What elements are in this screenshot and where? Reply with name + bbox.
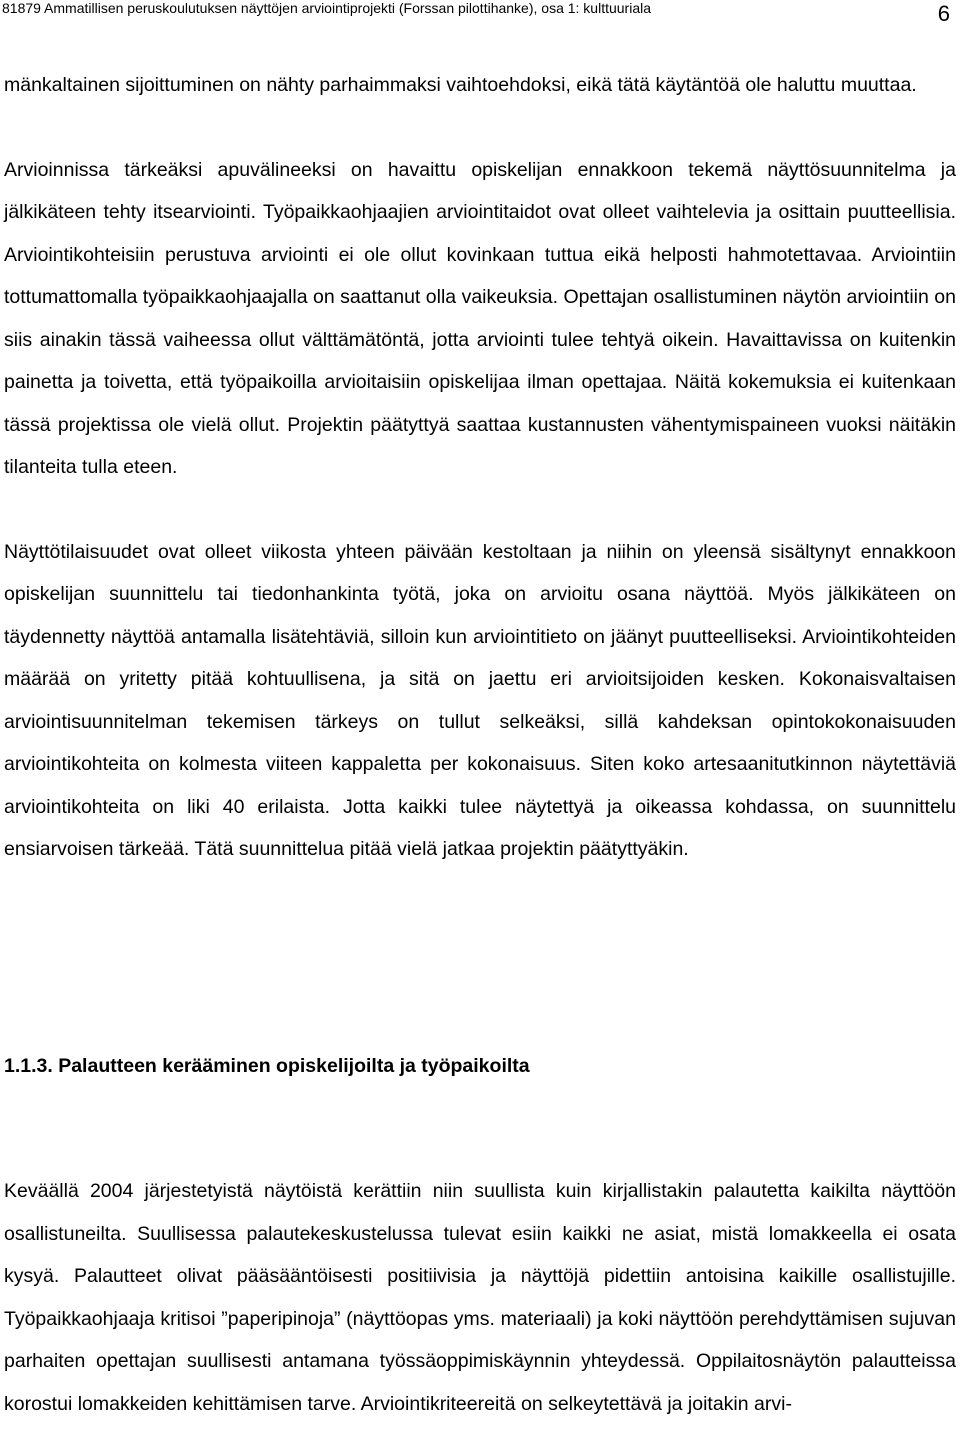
paragraph-2: Arvioinnissa tärkeäksi apuvälineeksi on havaittu opiskelijan ennakkoon tekemä näyttösuunnitelma ja jälkikäteen tehty itsearviointi. Työpaikkaohjaajien arviointitaidot ovat olleet vaihtelevia ja osittain puutteellisia. Arviointikohteisiin perustuva arviointi ei ole ollut kovinkaan tuttua eikä helposti hahmotettavaa. Arviointiin tottumattomalla työpaikkaohjaajalla on saattanut olla vaikeuksia. Opettajan osallistuminen näytön arviointiin on siis ainakin tässä vaiheessa ollut välttämätöntä, jotta arviointi tulee tehtyä oikein. Havaittavissa on kuitenkin painetta ja toivetta, että työpaikoilla arvioitaisiin opiskelijaa ilman opettajaa. Näitä kokemuksia ei kuitenkaan tässä projektissa ole vielä ollut. Projektin päätyttyä saattaa kustannusten vähentymispaineen vuoksi näitäkin tilanteita tulla eteen. bbox=[4, 158, 956, 478]
paragraph-3: Näyttötilaisuudet ovat olleet viikosta yhteen päivään kestoltaan ja niihin on yleensä sisältynyt ennakkoon opiskelijan suunnittelu tai tiedonhankinta työtä, joka on arvioitu osana näyttöä. Myös jälkikäteen on täydennetty näyttöä antamalla lisätehtäviä, silloin kun arviointitieto on jäänyt puutteelliseksi. Arviointikohteiden määrää on yritetty pitää kohtuullisena, ja sitä on jaettu eri arvioitsijoiden kesken. Kokonaisvaltaisen arviointisuunnitelman tekemisen tärkeys on tullut selkeäksi, sillä kahdeksan opintokokonaisuuden arviointikohteita on kolmesta viiteen kappaletta per kokonaisuus. Siten koko artesaanitutkinnon näytettäviä arviointikohteita on liki 40 erilaista. Jotta kaikki tulee näytettyä ja oikeassa kohdassa, on suunnittelu ensiarvoisen tärkeää. Tätä suunnittelua pitää vielä jatkaa projektin päätyttyäkin. bbox=[4, 540, 956, 860]
section bbox=[4, 1045, 956, 1087]
section-heading: 1.1.3. Palautteen kerääminen opiskelijoilta ja työpaikoilta bbox=[4, 1055, 530, 1077]
page-number: 6 bbox=[937, 1, 950, 26]
document-title: 81879 Ammatillisen peruskoulutuksen näyttöjen arviointiprojekti (Forssan pilottihanke), osa 1: kulttuuriala bbox=[2, 0, 652, 16]
page-header bbox=[2, 0, 958, 30]
paragraph-1: mänkaltainen sijoittuminen on nähty parhaimmaksi vaihtoehdoksi, eikä tätä käytäntöä ole haluttu muuttaa. bbox=[4, 74, 917, 96]
section-body bbox=[4, 1170, 956, 1425]
body-text bbox=[4, 64, 956, 871]
paragraph-4: Keväällä 2004 järjestetyistä näytöistä kerättiin niin suullista kuin kirjallistakin palautetta kaikilta näyttöön osallistuneilta. Suullisessa palautekeskustelussa tulevat esiin kaikki ne asiat, mistä lomakkeella ei osata kysyä. Palautteet olivat pääsääntöisesti positiivisia ja näyttöjä pidettiin antoisina kaikille osallistujille. Työpaikkaohjaaja kritisoi ”paperipinoja” (näyttöopas yms. materiaali) ja koki näyttöön perehdyttämisen sujuvan parhaiten opettajan suullisesti antamana työssäoppimiskäynnin yhteydessä. Oppilaitosnäytön palautteissa korostui lomakkeiden kehittämisen tarve. Arviointikriteereitä on selkeytettävä ja joitakin arvi- bbox=[4, 1180, 956, 1415]
